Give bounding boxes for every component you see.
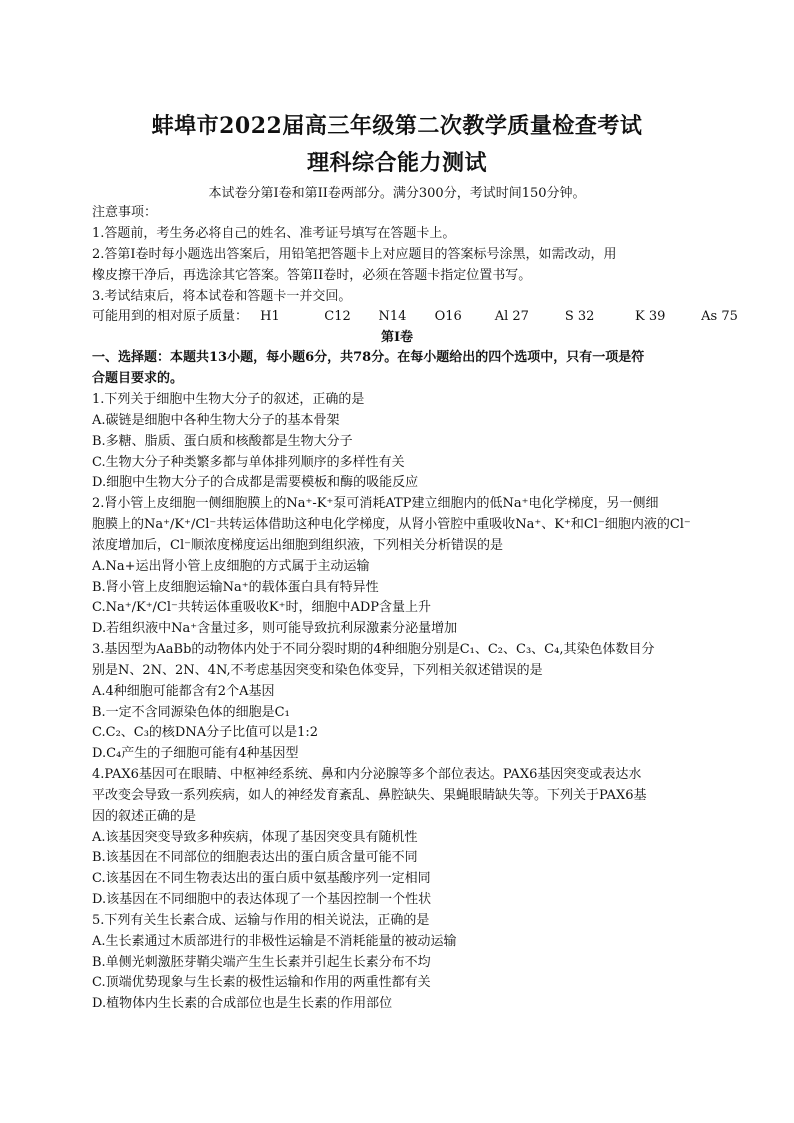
q3-option-d: D.C₄产生的子细胞可能有4种基因型 bbox=[92, 746, 299, 761]
q2-stem-line-1: 2.肾小管上皮细胞一侧细胞膜上的Na⁺-K⁺泵可消耗ATP建立细胞内的低Na⁺电化学梯度，另一侧细 bbox=[92, 496, 659, 511]
q5-stem: 5.下列有关生长素合成、运输与作用的相关说法，正确的是 bbox=[92, 913, 430, 928]
q2-option-a: A.Na+运出肾小管上皮细胞的方式属于主动运输 bbox=[92, 559, 370, 574]
q4-option-a: A.该基因突变导致多种疾病，体现了基因突变具有随机性 bbox=[92, 830, 418, 845]
q5-option-c: C.顶端优势现象与生长素的极性运输和作用的两重性都有关 bbox=[92, 975, 431, 990]
atomic-mass-item: As 75 bbox=[701, 309, 738, 324]
q3-option-a: A.4种细胞可能都含有2个A基因 bbox=[92, 684, 275, 699]
section-heading-line-2: 合题目要求的。 bbox=[92, 371, 184, 386]
atomic-mass-item: O16 bbox=[434, 309, 462, 324]
q2-option-c: C.Na⁺/K⁺/Cl⁻共转运体重吸收K⁺时，细胞中ADP含量上升 bbox=[92, 600, 432, 615]
q3-stem-line-2: 别是N、2N、2N、4N,不考虑基因突变和染色体变异，下列相关叙述错误的是 bbox=[92, 663, 543, 678]
q4-stem-line-3: 因的叙述正确的是 bbox=[92, 809, 197, 824]
q1-option-a: A.碳链是细胞中各种生物大分子的基本骨架 bbox=[92, 413, 340, 428]
q3-option-c: C.C₂、C₃的核DNA分子比值可以是1:2 bbox=[92, 725, 319, 740]
notice-item-2-line-1: 2.答第I卷时每小题选出答案后，用铅笔把答题卡上对应题目的答案标号涂黑，如需改动，用 bbox=[92, 247, 617, 262]
q4-stem-line-1: 4.PAX6基因可在眼睛、中枢神经系统、鼻和内分泌腺等多个部位表达。PAX6基因突变或表达水 bbox=[92, 767, 642, 782]
notice-item-2-line-2: 橡皮擦干净后，再选涂其它答案。答第II卷时，必须在答题卡指定位置书写。 bbox=[92, 268, 532, 283]
atomic-mass-item: N14 bbox=[378, 309, 407, 324]
q3-option-b: B.一定不含同源染色体的细胞是C₁ bbox=[92, 705, 290, 720]
atomic-mass-item: H1 bbox=[260, 309, 280, 324]
atomic-mass-item: Al 27 bbox=[494, 309, 529, 324]
atomic-mass-item: K 39 bbox=[635, 309, 666, 324]
q1-option-b: B.多糖、脂质、蛋白质和核酸都是生物大分子 bbox=[92, 434, 353, 449]
atomic-mass-item: C12 bbox=[324, 309, 351, 324]
atomic-mass-item: S 32 bbox=[564, 309, 595, 324]
notice-item-1: 1.答题前，考生务必将自己的姓名、准考证号填写在答题卡上。 bbox=[92, 226, 456, 241]
q5-option-d: D.植物体内生长素的合成部位也是生长素的作用部位 bbox=[92, 996, 393, 1011]
q2-stem-line-2: 胞膜上的Na⁺/K⁺/Cl⁻共转运体借助这种电化学梯度，从肾小管腔中重吸收Na⁺、K⁺和Cl⁻细胞内液的Cl⁻ bbox=[92, 517, 691, 532]
q4-option-d: D.该基因在不同细胞中的表达体现了一个基因控制一个性状 bbox=[92, 892, 432, 907]
q4-option-c: C.该基因在不同生物表达出的蛋白质中氨基酸序列一定相同 bbox=[92, 871, 431, 886]
exam-title: 蚌埠市2022届高三年级第二次教学质量检查考试 bbox=[151, 113, 643, 139]
atomic-mass-label: 可能用到的相对原子质量： bbox=[92, 309, 249, 324]
q1-stem: 1.下列关于细胞中生物大分子的叙述，正确的是 bbox=[92, 392, 365, 407]
q2-option-d: D.若组织液中Na⁺含量过多，则可能导致抗利尿激素分泌量增加 bbox=[92, 621, 458, 636]
section-heading-line-1: 一、选择题：本题共13小题，每小题6分，共78分。在每小题给出的四个选项中，只有一项是符 bbox=[92, 350, 645, 365]
q3-stem-line-1: 3.基因型为AaBb的动物体内处于不同分裂时期的4种细胞分别是C₁、C₂、C₃、C₄,其染色体数目分 bbox=[92, 642, 655, 657]
q1-option-c: C.生物大分子种类繁多都与单体排列顺序的多样性有关 bbox=[92, 455, 405, 470]
q4-option-b: B.该基因在不同部位的细胞表达出的蛋白质含量可能不同 bbox=[92, 850, 418, 865]
q2-stem-line-3: 浓度增加后，Cl⁻顺浓度梯度运出细胞到组织液，下列相关分析错误的是 bbox=[92, 538, 503, 553]
part-1-heading: 第I卷 bbox=[380, 330, 414, 345]
notice-item-3: 3.考试结束后，将本试卷和答题卡一并交回。 bbox=[92, 289, 352, 304]
q5-option-a: A.生长素通过木质部进行的非极性运输是不消耗能量的被动运输 bbox=[92, 934, 457, 949]
notice-heading: 注意事项： bbox=[92, 205, 158, 220]
exam-subtitle: 理科综合能力测试 bbox=[306, 150, 487, 176]
q1-option-d: D.细胞中生物大分子的合成都是需要模板和酶的吸能反应 bbox=[92, 475, 419, 490]
exam-intro: 本试卷分第I卷和第II卷两部分。满分300分，考试时间150分钟。 bbox=[208, 186, 586, 201]
q4-stem-line-2: 平改变会导致一系列疾病，如人的神经发育紊乱、鼻腔缺失、果蝇眼睛缺失等。下列关于PAX6基 bbox=[92, 788, 647, 803]
q2-option-b: B.肾小管上皮细胞运输Na⁺的载体蛋白具有特异性 bbox=[92, 580, 379, 595]
atomic-mass-line bbox=[92, 307, 738, 326]
q5-option-b: B.单侧光刺激胚芽鞘尖端产生生长素并引起生长素分布不均 bbox=[92, 955, 431, 970]
